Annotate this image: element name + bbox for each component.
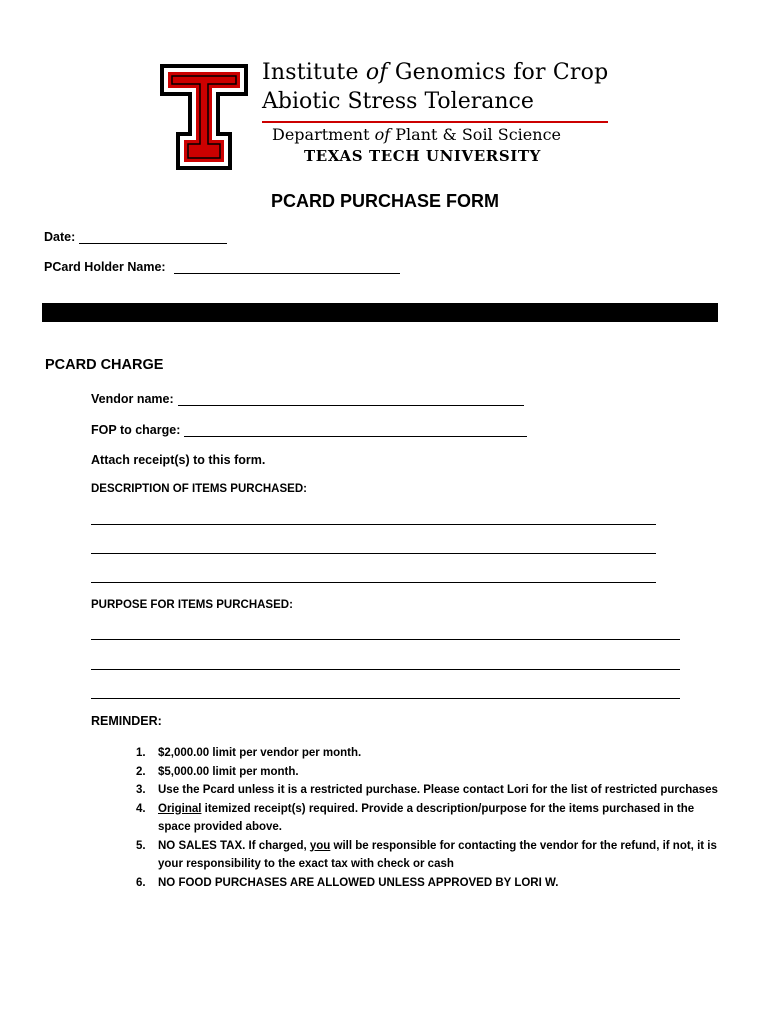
reminder-item bbox=[136, 781, 726, 800]
reminder-item bbox=[136, 874, 726, 893]
reminder-item bbox=[136, 744, 726, 763]
description-heading: DESCRIPTION OF ITEMS PURCHASED: bbox=[91, 483, 307, 495]
reminder-item bbox=[136, 800, 726, 837]
vendor-name-field bbox=[91, 391, 524, 406]
reminder-number: 3. bbox=[136, 784, 146, 796]
reminder-text: NO SALES TAX. If charged, you will be responsible for contacting the vendor for the refund, if not, it is your responsibility to the exact tax with check or cash bbox=[158, 839, 717, 870]
reminder-number: 2. bbox=[136, 765, 146, 778]
date-field bbox=[44, 229, 227, 244]
reminder-number: 1. bbox=[136, 747, 146, 759]
form-title: PCARD PURCHASE FORM bbox=[270, 191, 499, 211]
date-label: Date: bbox=[44, 230, 76, 244]
section-divider-bar bbox=[42, 303, 718, 322]
reminder-heading: REMINDER: bbox=[91, 714, 162, 728]
vendor-name-label: Vendor name: bbox=[91, 392, 174, 406]
reminder-number: 6. bbox=[136, 876, 146, 889]
attach-receipt-note: Attach receipt(s) to this form. bbox=[91, 453, 266, 467]
purpose-heading: PURPOSE FOR ITEMS PURCHASED: bbox=[91, 599, 293, 611]
reminder-text: NO FOOD PURCHASES ARE ALLOWED UNLESS APPROVED BY LORI W. bbox=[158, 876, 559, 889]
institute-name-line2: Abiotic Stress Tolerance bbox=[262, 89, 534, 114]
purpose-line[interactable] bbox=[91, 669, 680, 670]
reminder-number: 5. bbox=[136, 839, 146, 852]
vendor-name-input-line[interactable] bbox=[178, 391, 524, 406]
description-line[interactable] bbox=[91, 553, 656, 554]
underlined-word: Original bbox=[158, 802, 202, 815]
purpose-line[interactable] bbox=[91, 698, 680, 699]
description-line[interactable] bbox=[91, 524, 656, 525]
reminder-item bbox=[136, 763, 726, 782]
reminder-text: $2,000.00 limit per vendor per month. bbox=[158, 747, 362, 759]
pcard-charge-heading: PCARD CHARGE bbox=[45, 357, 164, 373]
pcard-holder-input-line[interactable] bbox=[174, 259, 400, 274]
pcard-holder-field bbox=[44, 259, 400, 274]
fop-input-line[interactable] bbox=[184, 422, 527, 437]
university-name: TEXAS TECH UNIVERSITY bbox=[304, 147, 541, 165]
reminder-text: Original itemized receipt(s) required. Provide a description/purpose for the items purchased in the space provided above. bbox=[158, 802, 695, 833]
header-red-rule bbox=[262, 121, 608, 123]
institute-name-line1: Institute of Genomics for Crop bbox=[262, 60, 609, 85]
reminder-text: $5,000.00 limit per month. bbox=[158, 765, 299, 778]
date-input-line[interactable] bbox=[79, 229, 227, 244]
reminder-text: Use the Pcard unless it is a restricted purchase. Please contact Lori for the list of restricted purchases bbox=[158, 784, 718, 796]
fop-field bbox=[91, 422, 527, 437]
fop-label: FOP to charge: bbox=[91, 423, 181, 437]
underlined-word: you bbox=[309, 839, 331, 852]
reminder-list bbox=[136, 744, 726, 892]
purpose-line[interactable] bbox=[91, 639, 680, 640]
department-name: Department of Plant & Soil Science bbox=[272, 125, 561, 144]
double-t-logo bbox=[158, 62, 250, 172]
pcard-holder-label: PCard Holder Name: bbox=[44, 260, 166, 274]
description-line[interactable] bbox=[91, 582, 656, 583]
reminder-item bbox=[136, 837, 726, 874]
reminder-number: 4. bbox=[136, 802, 146, 815]
